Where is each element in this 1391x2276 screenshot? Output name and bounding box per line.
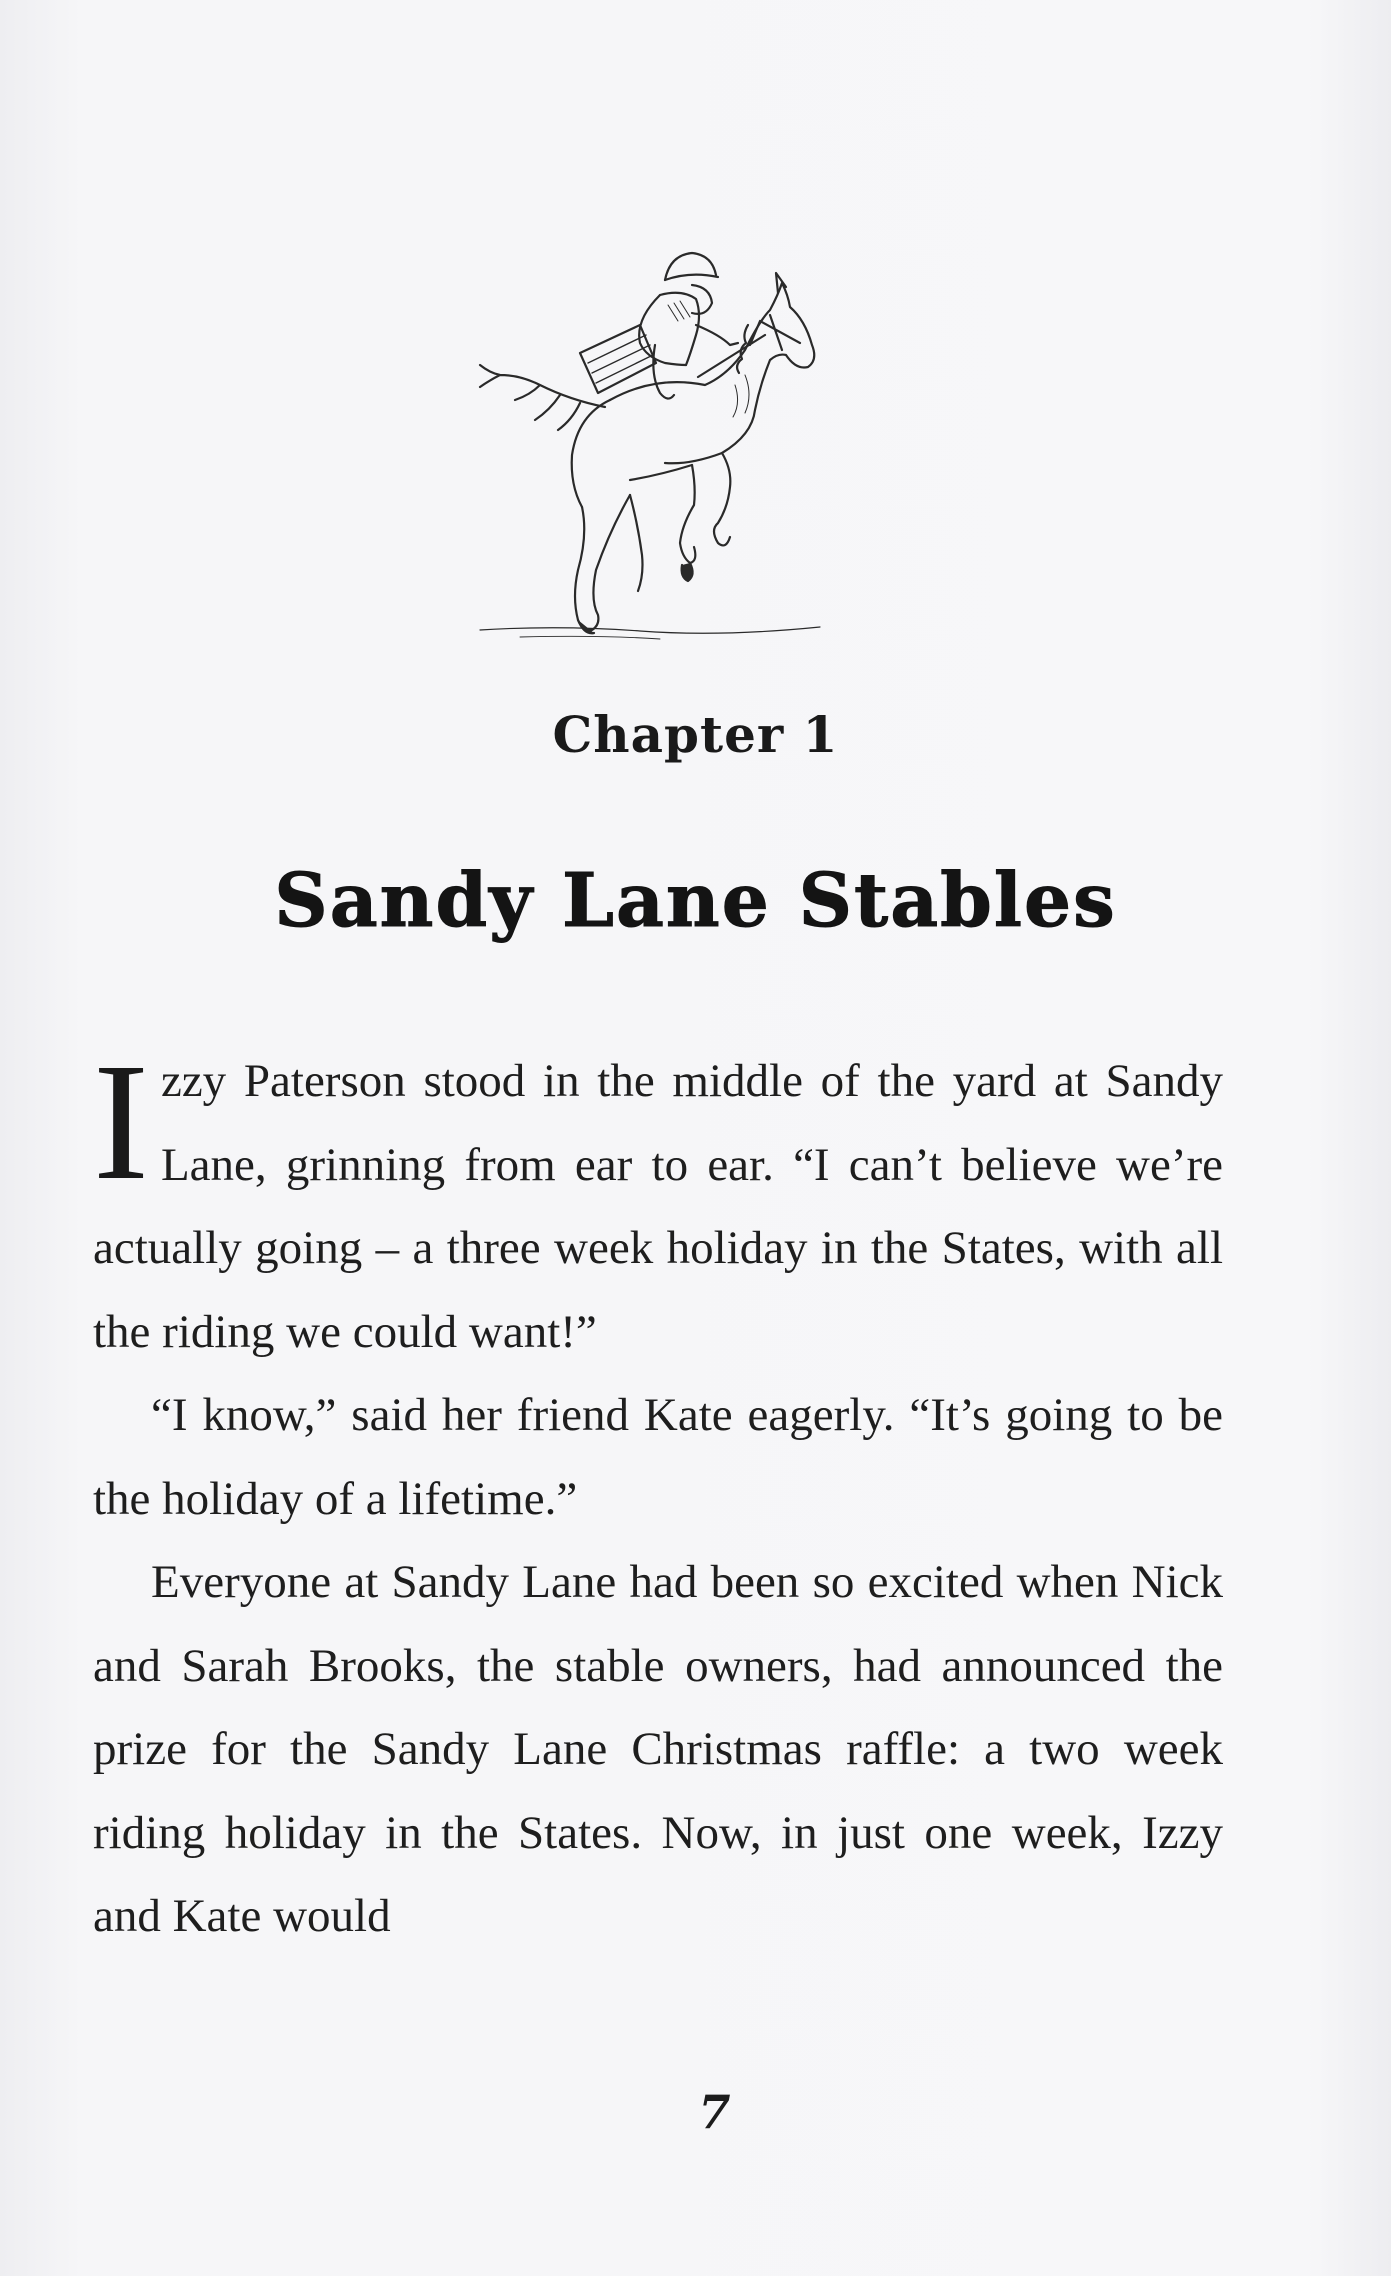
paragraph-1: [93, 1029, 1223, 1374]
chapter-title: Sandy Lane Stables: [274, 858, 1117, 944]
chapter-label: [0, 705, 1391, 764]
page-number: 7: [698, 2085, 731, 2139]
paragraph-3: Everyone at Sandy Lane had been so excited when Nick and Sarah Brooks, the stable owners, had announced the prize for the Sandy Lane Christmas raffle: a two week riding holiday in the States. Now, in just one week, Izzy and Kate would: [93, 1556, 1223, 1942]
chapter-body: [93, 1029, 1223, 1959]
paragraph-2: “I know,” said her friend Kate eagerly. “It’s going to be the holiday of a lifetime.”: [93, 1389, 1223, 1525]
drop-cap: I: [93, 1029, 149, 1215]
chapter-label-text: Chapter 1: [552, 705, 839, 764]
paragraph-1-text: zzy Paterson stood in the middle of the yard at Sandy Lane, grinning from ear to ear. “I can’t believe we’re actually going – a three week holiday in the States, with all the riding we could want!”: [93, 1055, 1223, 1358]
galloping-horse-jockey-icon: [460, 225, 830, 655]
